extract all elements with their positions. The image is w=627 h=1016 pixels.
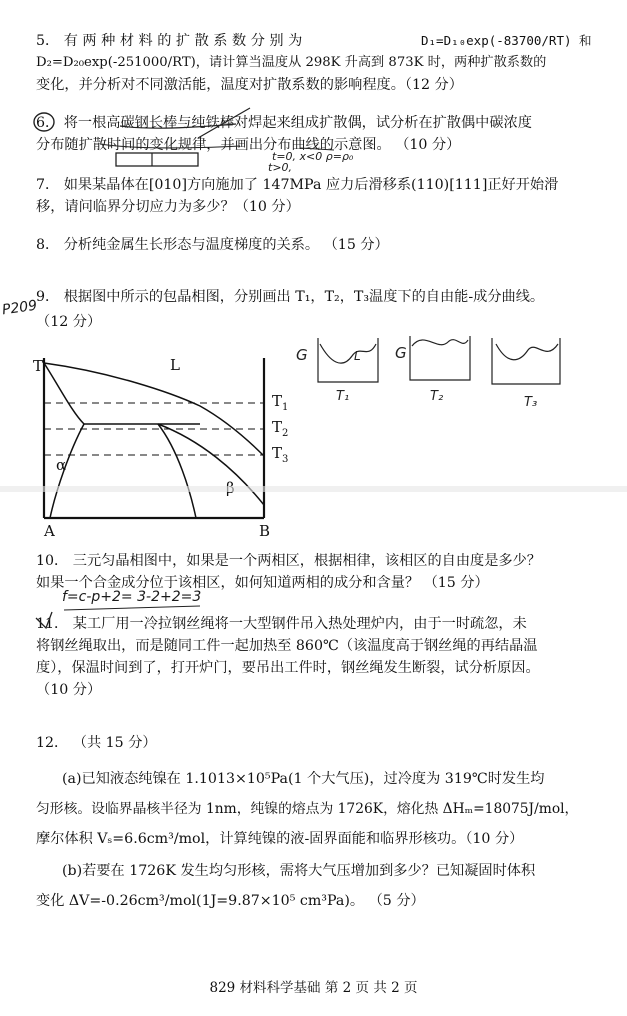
q6-arrow-mark	[198, 108, 250, 138]
label-T3: T	[272, 444, 283, 462]
q7-line1: 7． 如果某晶体在[010]方向施加了 147MPa 应力后滑移系(110)[111]正好开始滑	[36, 177, 559, 193]
q11-line3: 度），保温时间到了，打开炉门，要吊出工件时，钢丝绳发生断裂，试分析原因。	[36, 660, 540, 676]
label-T2-sub: 2	[282, 428, 289, 439]
scan-artifact-band	[0, 486, 627, 492]
q12-b-line1: (b)若要在 1726K 发生均匀形核，需将大气压增加到多少？已知凝固时体积	[62, 863, 536, 879]
q10-line1: 10． 三元匀晶相图中，如果是一个两相区，根据相律，该相区的自由度是多少？	[36, 553, 541, 569]
q6-sketch-bar	[116, 153, 198, 166]
beta-solvus-line	[158, 424, 196, 518]
q10-line2: 如果一个合金成分位于该相区，如何知道两相的成分和含量？ （15 分）	[36, 575, 489, 591]
q9-line2: （12 分）	[36, 314, 102, 330]
q10-answer-underline	[64, 606, 200, 610]
region-label-alpha: α	[56, 456, 67, 474]
q6-handwritten-boundary-line2: t>0,	[268, 161, 293, 174]
label-T1: T	[272, 392, 283, 410]
label-T3-sub: 3	[282, 454, 289, 465]
axis-label-B: B	[259, 522, 271, 540]
q6-line2: 分布随扩散时间的变化规律，并画出分布曲线的示意图。 （10 分）	[36, 137, 461, 153]
q12-header: 12． （共 15 分）	[36, 735, 157, 751]
axis-label-T: T	[33, 357, 44, 375]
sketch1-G-label: G	[296, 346, 308, 364]
q5-line2: D₂=D₂₀exp(-251000/RT)，请计算当温度从 298K 升高到 873K 时，两种扩散系数的	[36, 55, 547, 70]
liquidus-line	[44, 363, 264, 456]
sketch3-frame	[492, 338, 560, 384]
label-T2: T	[272, 418, 283, 436]
axis-label-A: A	[44, 522, 55, 540]
sketch3-T3-label: T₃	[524, 395, 538, 410]
q12-b-line2: 变化 ΔV=-0.26cm³/mol(1J=9.87×10⁵ cm³Pa)。 （5 分）	[36, 893, 425, 909]
q12-a-line3: 摩尔体积 Vₛ=6.6cm³/mol，计算纯镍的液-固界面能和临界形核功。（10 分）	[36, 831, 524, 847]
q11-line1: 11． 某工厂用一冷拉钢丝绳将一大型钢件吊入热处理炉内，由于一时疏忽，未	[36, 616, 527, 632]
sketch2-T2-label: T₂	[430, 389, 444, 404]
q6-line1: 6． 将一根高碳钢长棒与纯铁棒对焊起来组成扩散偶，试分析在扩散偶中碳浓度	[36, 115, 532, 131]
region-label-L: L	[170, 356, 180, 374]
q5-formula-d1: D₁=D₁₀exp(-83700/RT) 和	[421, 33, 592, 48]
sketch2-curve	[412, 340, 468, 346]
q6-small-mark	[300, 148, 334, 150]
peritectic-phase-diagram	[33, 356, 288, 540]
q9-line1: 9． 根据图中所示的包晶相图，分别画出 T₁，T₂，T₃温度下的自由能-成分曲线。	[36, 289, 545, 305]
q12-a-line1: (a)已知液态纯镍在 1.1013×10⁵Pa(1 个大气压)，过冷度为 319℃时发生均	[62, 771, 545, 787]
sketch1-T1-label: T₁	[336, 389, 350, 404]
q12-a-line2: 匀形核。设临界晶核半径为 1nm，纯镍的熔点为 1726K，熔化热 ΔHₘ=18075J/mol，	[36, 801, 579, 817]
sketch1-L-label: L	[354, 349, 361, 363]
q5-line3: 变化，并分析对不同激活能，温度对扩散系数的影响程度。（12 分）	[36, 77, 463, 93]
q6-underline2-mark	[100, 144, 240, 148]
margin-page-note: P209	[1, 297, 39, 319]
sketch3-curve	[496, 344, 558, 360]
page-footer: 829 材料科学基础 第 2 页 共 2 页	[209, 980, 418, 996]
q6-circle-mark	[34, 113, 54, 131]
sketch1-curve	[320, 344, 376, 363]
q10-handwritten-answer: f=c-p+2= 3-2+2=3	[62, 589, 202, 605]
q11-tick-mark	[36, 612, 52, 628]
q5-line1-text: 5． 有 两 种 材 料 的 扩 散 系 数 分 别 为	[36, 33, 303, 49]
q11-line2: 将钢丝绳取出，而是随同工件一起加热至 860℃（该温度高于钢丝绳的再结晶温	[36, 638, 538, 654]
beta-boundary-line	[158, 424, 264, 505]
alpha-solidus-line	[44, 363, 84, 424]
q7-line2: 移，请问临界分切应力为多少？（10 分）	[36, 199, 300, 215]
q11-line4: （10 分）	[36, 682, 102, 698]
sketch2-G-label: G	[395, 344, 407, 362]
q8-line1: 8． 分析纯金属生长形态与温度梯度的关系。 （15 分）	[36, 237, 389, 253]
label-T1-sub: 1	[282, 402, 289, 413]
q6-handwritten-boundary-line1: t=0, x<0 ρ=ρ₀	[272, 150, 354, 163]
